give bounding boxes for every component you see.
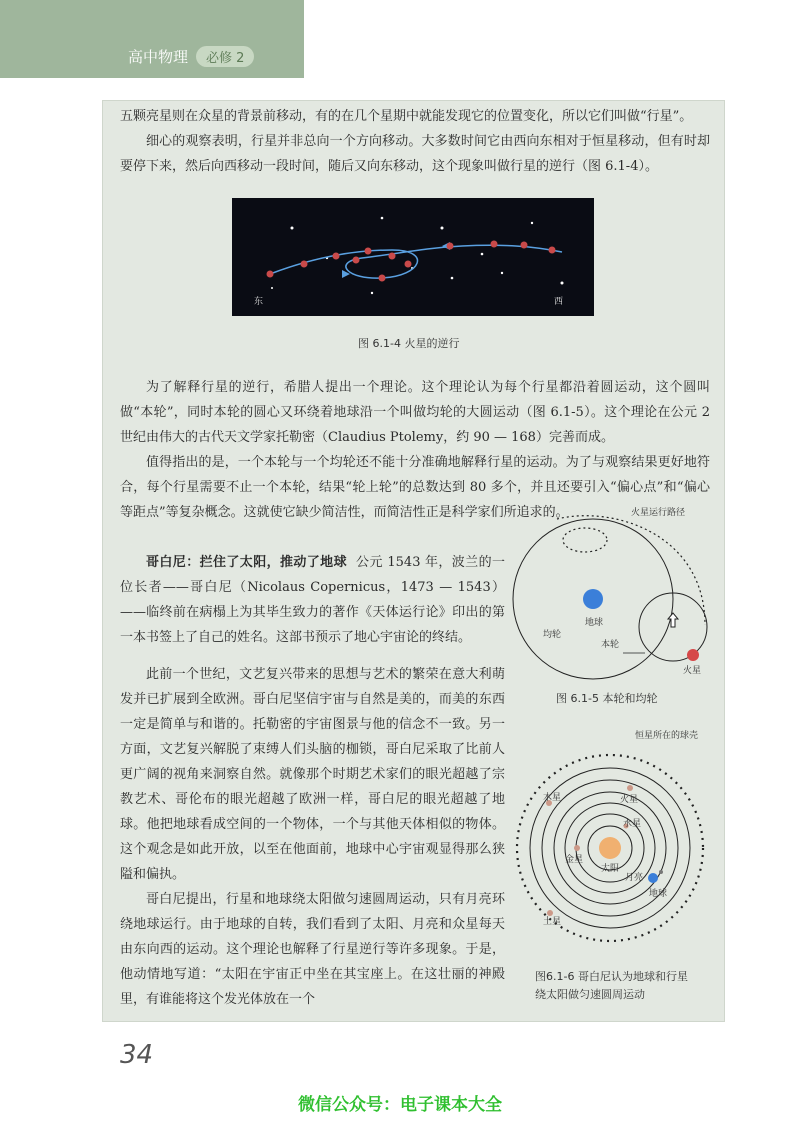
- figure-6-1-4-caption: 图 6.1-4 火星的逆行: [358, 337, 460, 350]
- paragraph-epicycles: 值得指出的是，一个本轮与一个均轮还不能十分准确地解释行星的运动。为了与观察结果更好地符合，每个行星需要不止一个本轮，结果“轮上轮”的总数达到 80 多个，并且还要引入“偏心点”和“偏心等距点”等复杂概念。这就使它缺少简洁性，而简洁性正是科学家们所追求的。: [120, 455, 710, 520]
- chapter-header-band: [0, 0, 304, 78]
- footer-watermark: 微信公众号：电子课本大全: [298, 1095, 502, 1115]
- paragraph-renaissance: 此前一个世纪，文艺复兴带来的思想与艺术的繁荣在意大利萌发并已扩展到全欧洲。哥白尼坚信宇宙与自然是美的，而美的东西一定是简单与和谐的。托勒密的宇宙图景与他的信念不一致。另一方面，文艺复兴解脱了束缚人们头脑的枷锁，哥白尼采取了比前人更广阔的视角来洞察自然。就像那个时期艺术家们的眼光超越了宗教艺术、哥伦布的眼光超越了欧洲一样，哥白尼的眼光超越了地球。他把地球看成空间的一个物体，一个与其他天体相似的物体。这个观念是如此开放，以至在他面前，地球中心宇宙观显得那么狭隘和偏执。: [120, 667, 505, 882]
- section-heading: 哥白尼：拦住了太阳，推动了地球: [146, 555, 347, 570]
- copernican-system-figure: [505, 728, 715, 958]
- paragraph-copernicus: [120, 550, 505, 650]
- deferent-label: 均轮: [543, 630, 562, 640]
- mars-dot: [687, 649, 699, 661]
- west-label: 西: [554, 297, 564, 307]
- mars-label: 火星: [683, 666, 702, 676]
- saturn-label: 土星: [543, 917, 562, 927]
- paragraph-ptolemy: 为了解释行星的逆行，希腊人提出一个理论。这个理论认为每个行星都沿着圆运动，这个圆叫做“本轮”，同时本轮的圆心又环绕着地球沿一个叫做均轮的大圆运动（图 6.1-5）。这个理论在公元 2 世纪由伟大的古代天文学家托勒密（Claudius Ptolemy，约 90 — 168）完善而成。: [120, 380, 710, 445]
- mars-retrograde-figure: [232, 198, 594, 316]
- page-number: 34: [120, 1040, 154, 1070]
- figure-6-1-5-caption: 图 6.1-5 本轮和均轮: [556, 692, 658, 705]
- jupiter-label: 木星: [543, 793, 562, 803]
- book-title-text: 高中物理: [128, 48, 189, 66]
- earth-dot: [583, 589, 603, 609]
- sun-dot: [599, 837, 621, 859]
- paragraph-retrograde: 细心的观察表明，行星并非总向一个方向移动。大多数时间它由西向东相对于恒星移动，但有时却要停下来，然后向西移动一段时间，随后又向东移动，这个现象叫做行星的逆行（图 6.1-4）。: [120, 134, 710, 174]
- volume-tag: 必修 2: [196, 46, 254, 67]
- figure-6-1-6-caption-line1: 图6.1-6 哥白尼认为地球和行星: [535, 970, 688, 983]
- paragraph-intro: 五颗亮星则在众星的背景前移动，有的在几个星期中就能发现它的位置变化，所以它们叫做“行星”。: [120, 109, 693, 124]
- paragraph-heliocentric: 哥白尼提出，行星和地球绕太阳做匀速圆周运动，只有月亮环绕地球运行。由于地球的自转，我们看到了太阳、月亮和众星每天由东向西的运动。这个理论也解释了行星逆行等许多现象。于是，他动情地写道：“太阳在宇宙正中坐在其宝座上。在这壮丽的神殿里，有谁能将这个发光体放在一个: [120, 892, 505, 1007]
- earth-label-helio: 地球: [649, 889, 668, 899]
- figure-6-1-6-caption-line2: 绕太阳做匀速圆周运动: [535, 988, 645, 1001]
- star-sphere-label: 恒星所在的球壳: [635, 731, 699, 741]
- mercury-label: 水星: [623, 819, 642, 829]
- epicycle-deferent-figure: [505, 505, 715, 685]
- epicycle-label: 本轮: [601, 640, 620, 650]
- sun-label: 太阳: [601, 864, 620, 874]
- moon-label: 月亮: [625, 873, 644, 883]
- book-title: [128, 46, 254, 67]
- earth-label: 地球: [585, 618, 604, 628]
- paragraph-copernicus-text: 公元 1543 年，波兰的一位长者——哥白尼（Nicolaus Copernicus，1473 — 1543）——临终前在病榻上为其毕生致力的著作《天体运行论》印出的第一本书签上了自己的姓名。这部书预示了地心宇宙论的终结。: [120, 555, 505, 645]
- venus-label: 金星: [565, 855, 584, 865]
- east-label: 东: [254, 297, 264, 307]
- mars-label-helio: 火星: [620, 795, 639, 805]
- mars-path-label: 火星运行路径: [631, 508, 686, 518]
- earth-dot-helio: [648, 873, 658, 883]
